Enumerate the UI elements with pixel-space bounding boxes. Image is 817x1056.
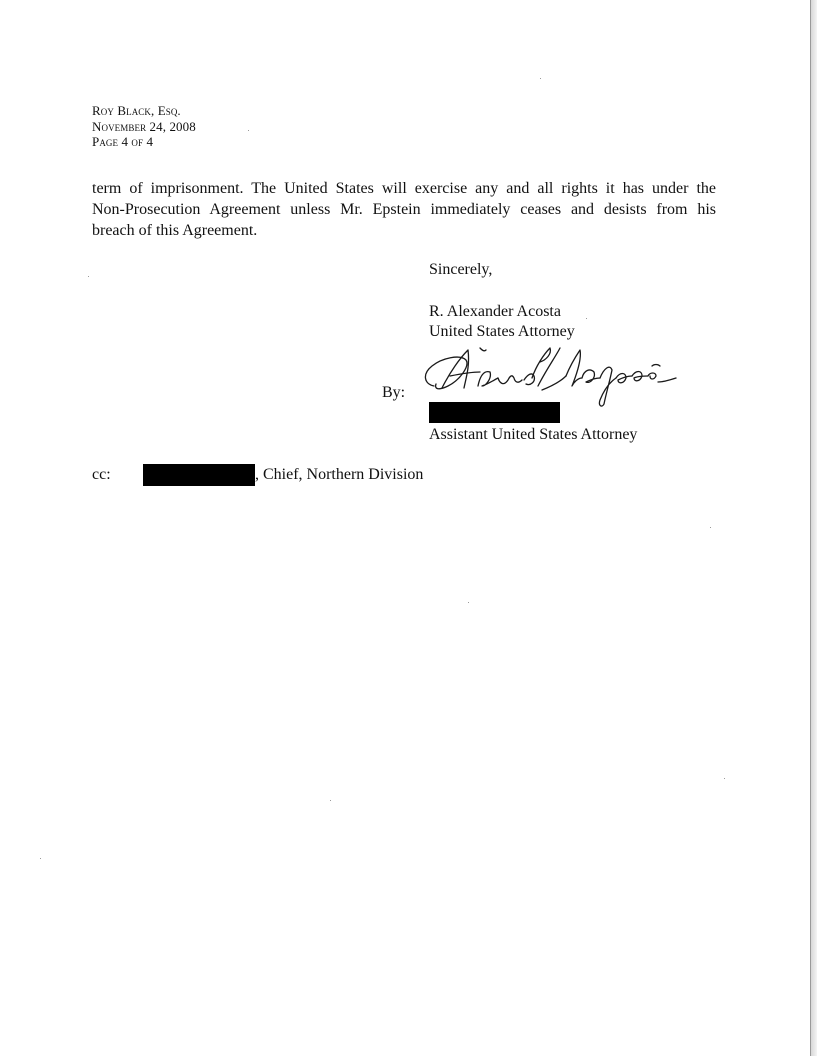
scan-speck (468, 602, 469, 603)
scan-speck (540, 78, 541, 79)
letter-header (92, 103, 196, 150)
scan-edge (810, 0, 817, 1056)
body-paragraph (92, 178, 716, 241)
scan-speck (88, 276, 89, 277)
scan-speck (330, 800, 331, 801)
by-label: By: (382, 384, 406, 401)
closing-salutation: Sincerely, (429, 261, 493, 278)
scan-speck (586, 318, 587, 319)
header-recipient: Roy Black, Esq. (92, 103, 181, 118)
header-page-number: Page 4 of 4 (92, 134, 154, 149)
redaction-block (143, 464, 255, 486)
ausa-title: Assistant United States Attorney (429, 426, 638, 443)
scan-speck (724, 778, 725, 779)
cc-recipient-text: , Chief, Northern Division (255, 466, 424, 483)
body-line: Non-Prosecution Agreement unless Mr. Epstein immediately ceases and desists from his (92, 201, 716, 218)
scan-speck (40, 858, 41, 859)
body-line: breach of this Agreement. (92, 222, 258, 239)
scan-speck (710, 527, 711, 528)
signer-title: United States Attorney (429, 323, 575, 340)
signer-name: R. Alexander Acosta (429, 303, 561, 320)
body-line: term of imprisonment. The United States will exercise any and all rights it has under the (92, 180, 716, 197)
redaction-block (429, 402, 560, 423)
header-date: November 24, 2008 (92, 118, 196, 134)
cc-label: cc: (92, 466, 111, 483)
scan-speck (248, 130, 249, 131)
